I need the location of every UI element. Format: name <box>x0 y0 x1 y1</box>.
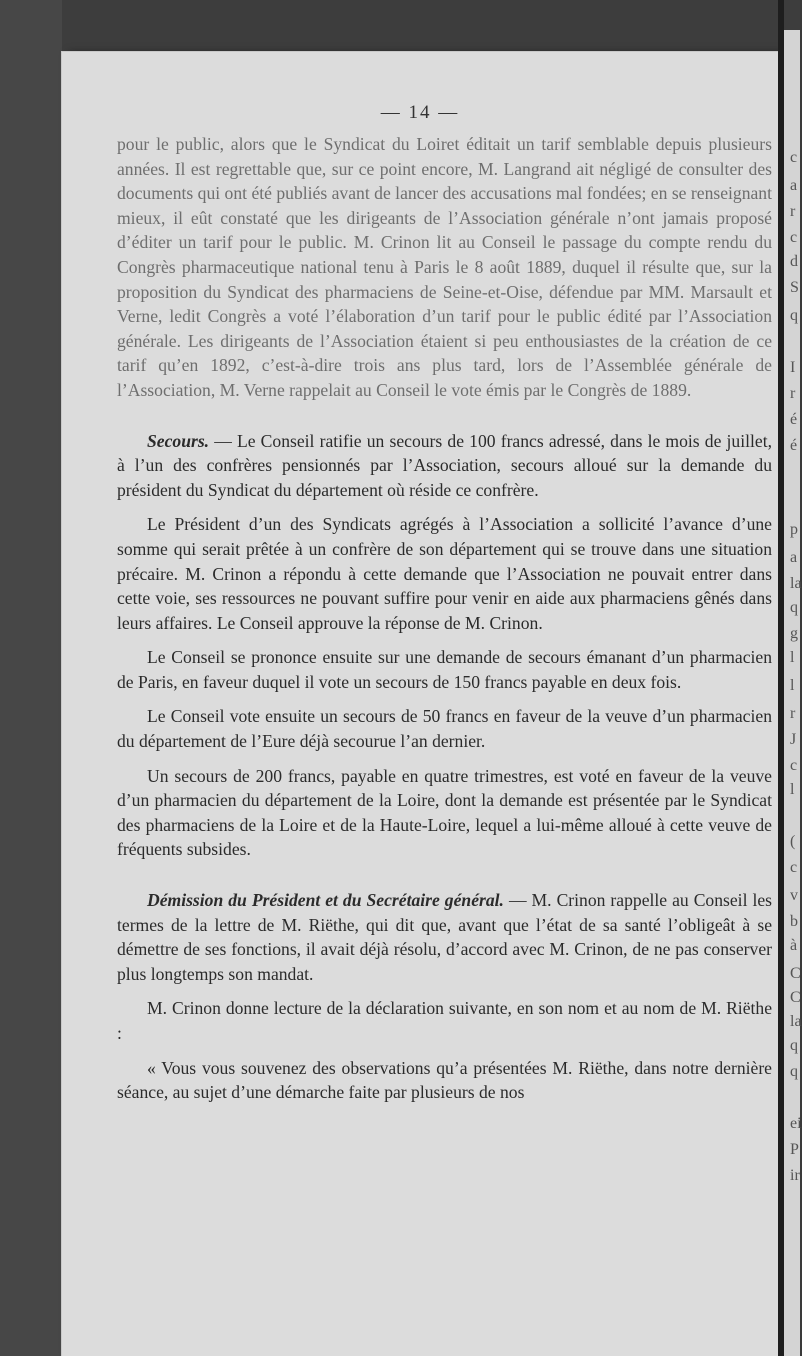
adjacent-page-letter: v <box>790 887 798 904</box>
paragraph-demission <box>117 888 772 986</box>
body-text <box>117 132 772 1105</box>
adjacent-page-letter: la <box>790 1013 802 1030</box>
adjacent-page-letter: r <box>790 385 796 402</box>
adjacent-page-letter: c <box>790 149 798 166</box>
adjacent-page-letter: C <box>790 965 801 982</box>
paragraph-avance: Le Président d’un des Syndicats agrégés à l’Association a sollicité l’avance d’une somme qui serait prêtée à un confrère de son département qui se trouve dans une situation précaire. M. Crinon a répondu à cette demande que l’Association ne pouvait entrer dans cette voie, ses ressources ne pouvant suffire pour venir en aide aux pharmaciens gênés dans leurs affaires. Le Conseil approuve la réponse de M. Crinon. <box>117 514 772 633</box>
adjacent-page-letter: a <box>790 549 798 566</box>
adjacent-page-letter: ( <box>790 833 796 850</box>
adjacent-page-letter: é <box>790 437 798 454</box>
paragraph-quote: « Vous vous souvenez des observations qu’a présentées M. Riëthe, dans notre dernière séance, au sujet d’une démarche faite par plusieurs de nos <box>117 1057 772 1103</box>
adjacent-page-letter: c <box>790 859 798 876</box>
adjacent-page-letter: J <box>790 731 797 748</box>
adjacent-page-letter: q <box>790 599 798 616</box>
paragraph-lecture: M. Crinon donne lecture de la déclaration suivante, en son nom et au nom de M. Riëthe : <box>117 998 772 1043</box>
document-page <box>62 52 778 1356</box>
adjacent-page-letter: ir <box>790 1167 800 1184</box>
adjacent-page-letter: C <box>790 989 801 1006</box>
adjacent-page-letter: à <box>790 937 798 954</box>
adjacent-page-letter: q <box>790 307 798 324</box>
paragraph-tarif: pour le public, alors que le Syndicat du Loiret éditait un tarif semblable depuis plusieurs années. Il est regrettable que, sur ce point encore, M. Langrand ait négligé de consulter des documents qui ont été publiés avant de lancer des accusations mal fondées; en se renseignant mieux, il eût constaté que les dirigeants de l’Association générale n’ont jamais proposé d’éditer un tarif pour le public. M. Crinon lit au Conseil le passage du compte rendu du Congrès pharmaceutique national tenu à Paris le 8 août 1889, duquel il résulte que, sur la proposition du Syndicat des pharmaciens de Seine-et-Oise, défendue par MM. Marsault et Verne, ledit Congrès a voté l’élaboration d’un tarif pour le public édité par l’Association générale. Les dirigeants de l’Association étaient si peu enthousiastes de la création de ce tarif qu’en 1892, c’est-à-dire trois ans plus tard, lors de l’Assemblée générale de l’Association, M. Verne rappelait au Conseil le vote émis par le Congrès de 1889. <box>117 134 772 400</box>
paragraph-secours <box>117 429 772 503</box>
adjacent-page-letter: r <box>790 705 796 722</box>
secours-text: — Le Conseil ratifie un secours de 100 francs adressé, dans le mois de juillet, à l’un des confrères pensionnés par l’Association, secours alloué sur la demande du président du Syndicat du département où réside ce confrère. <box>117 430 772 500</box>
adjacent-page-letter: b <box>790 913 798 930</box>
adjacent-page-letter: r <box>790 203 796 220</box>
adjacent-page-letter: g <box>790 625 798 642</box>
paragraph-secours-loire: Un secours de 200 francs, payable en quatre trimestres, est voté en faveur de la veuve d’un pharmacien du département de la Loire, dont la demande est présentée par le Syndicat des pharmaciens de la Loire et de la Haute-Loire, lequel a lui-même alloué à cette veuve de fréquents subsides. <box>117 765 772 860</box>
demission-text: — M. Crinon rappelle au Conseil les termes de la lettre de M. Riëthe, qui dit que, avant que l’état de sa santé l’obligeât à se démettre de ses fonctions, il avait déjà résolu, d’accord avec M. Crinon, de ne pas conserver plus longtemps son mandat. <box>117 890 772 984</box>
scan-background-top <box>0 0 800 52</box>
adjacent-page-letter: é <box>790 411 798 428</box>
section-heading-demission: Démission du Président et du Secrétaire général. <box>147 890 504 911</box>
adjacent-page-letter: d <box>790 253 798 270</box>
adjacent-page-letter: l <box>790 781 795 798</box>
adjacent-page-letter: I <box>790 359 796 376</box>
adjacent-page-letter: ei <box>790 1115 802 1132</box>
adjacent-page-letter: c <box>790 229 798 246</box>
section-heading-secours: Secours. <box>147 430 210 451</box>
adjacent-page-letter: la <box>790 575 802 592</box>
adjacent-page-letter: c <box>790 757 798 774</box>
adjacent-page-letter: q <box>790 1063 798 1080</box>
adjacent-page-letter: P <box>790 1141 799 1158</box>
paragraph-secours-eure: Le Conseil vote ensuite un secours de 50 francs en faveur de la veuve d’un pharmacien du département de l’Eure déjà secourue l’an dernier. <box>117 706 772 752</box>
adjacent-page-letter: a <box>790 177 798 194</box>
adjacent-page-edge <box>784 30 800 1356</box>
adjacent-page-letter: S <box>790 279 799 296</box>
adjacent-page-letter: p <box>790 521 798 538</box>
adjacent-page-letter: l <box>790 677 795 694</box>
paragraph-secours-paris: Le Conseil se prononce ensuite sur une demande de secours émanant d’un pharmacien de Paris, en faveur duquel il vote un secours de 150 francs payable en deux fois. <box>117 647 772 692</box>
scan-background-left <box>0 0 62 1356</box>
adjacent-page-letter: l <box>790 649 795 666</box>
page-number: — 14 — <box>380 102 460 123</box>
adjacent-page-letter: q <box>790 1037 798 1054</box>
